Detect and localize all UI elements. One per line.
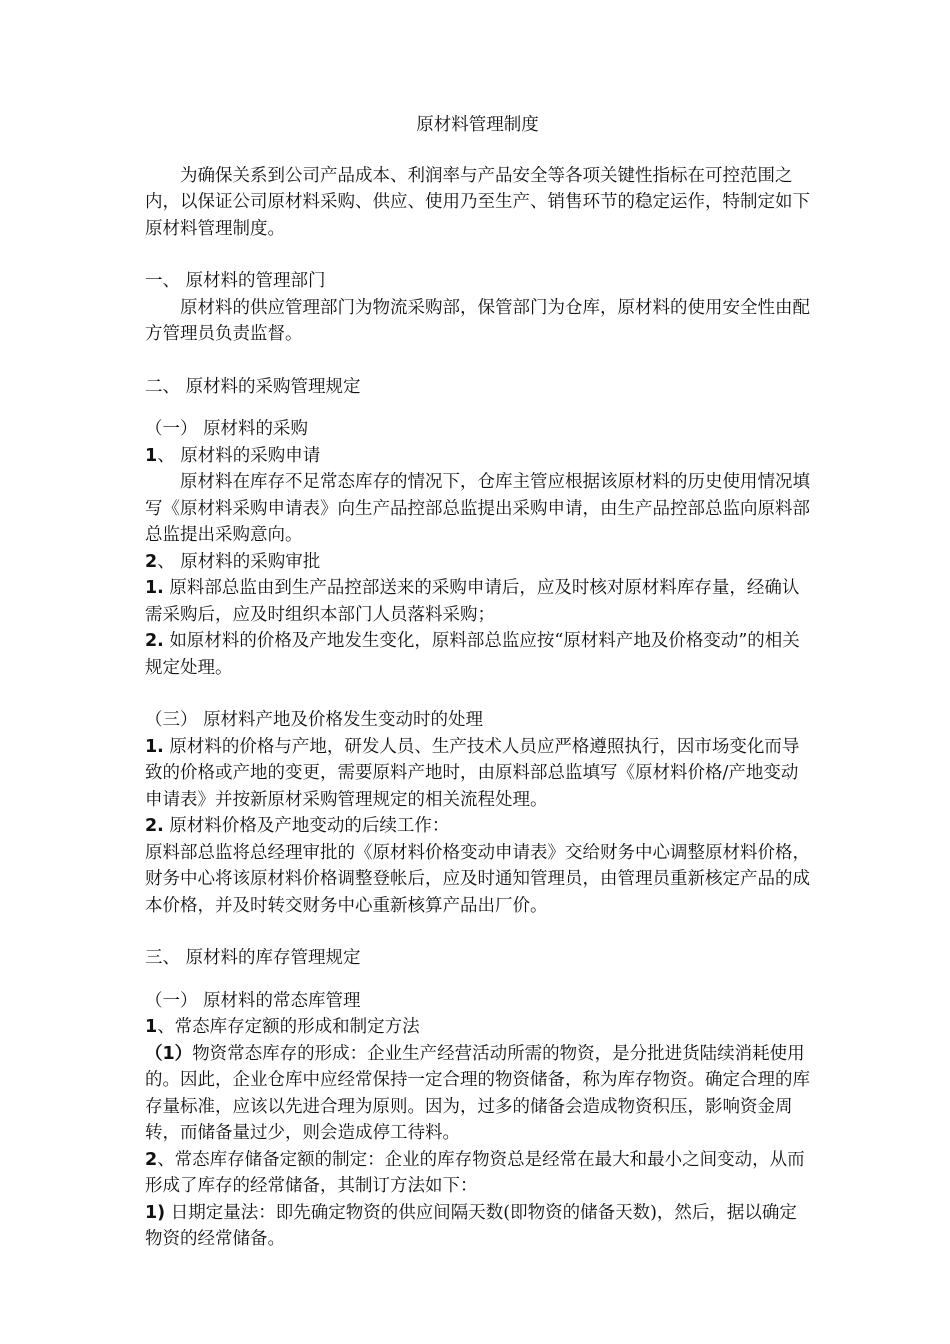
item-title: 、常态库存定额的形成和制定方法 <box>157 1017 420 1037</box>
item-number: 1 <box>145 445 158 466</box>
method-text: 日期定量法：即先确定物资的供应间隔天数(即物资的储备天数)，然后，据以确定物资的经常储备。 <box>145 1202 797 1249</box>
point-number: （1） <box>145 1043 193 1064</box>
section-2-item1-heading <box>145 443 810 470</box>
point-text: 物资常态库存的形成：企业生产经营活动所需的物资，是分批进货陆续消耗使用的。因此，企业仓库中应经常保持一定合理的物资储备，称为库存物资。确定合理的库存量标准，应该以先进合理为原则。因为，过多的储备会造成物资积压，影响资金周转，而储备量过少，则会造成停工待料。 <box>145 1043 810 1143</box>
point-number: 1. <box>145 578 164 598</box>
method-number: 1) <box>145 1202 166 1223</box>
section-3-item1-heading <box>145 1014 810 1041</box>
section-2-sub1-heading: （一） 原材料的采购 <box>145 419 309 439</box>
item-text: 、常态库存储备定额的制定：企业的库存物资总是经常在最大和最小之间变动，从而形成了库存的经常储备，其制订方法如下： <box>145 1149 805 1196</box>
point-text: 原材料价格及产地变动的后续工作： <box>163 816 450 836</box>
item-title: 、 原材料的采购申请 <box>157 445 321 466</box>
section-2-point-1 <box>145 575 810 628</box>
section-2-sub3-point-2-body: 原料部总监将总经理审批的《原材料价格变动申请表》交给财务中心调整原材料价格，财务中心将该原材料价格调整登帐后，应及时通知管理员，由管理员重新核定产品的成本价格，并及时转交财务中心重新核算产品出厂价。 <box>145 842 810 916</box>
section-2-sub3-point-2 <box>145 813 810 840</box>
point-number: 2. <box>145 816 164 836</box>
point-text: 原料部总监由到生产品控部送来的采购申请后，应及时核对原材料库存量，经确认需采购后，应及时组织本部门人员落料采购； <box>145 578 800 625</box>
section-3-heading: 三、 原材料的库存管理规定 <box>145 948 361 968</box>
section-2-sub3-point-1 <box>145 734 810 814</box>
item-number: 2 <box>145 1149 158 1170</box>
point-text: 如原材料的价格及产地发生变化，原料部总监应按“原材料产地及价格变动”的相关规定处理。 <box>145 631 800 678</box>
point-number: 1. <box>145 736 164 757</box>
section-1-body: 原材料的供应管理部门为物流采购部，保管部门为仓库，原材料的使用安全性由配方管理员负责监督。 <box>145 297 810 344</box>
section-2-item2-heading <box>145 549 810 576</box>
section-2-item1-body: 原材料在库存不足常态库存的情况下，仓库主管应根据该原材料的历史使用情况填写《原材料采购申请表》向生产品控部总监提出采购申请，由生产品控部总监向原料部总监提出采购意向。 <box>145 472 810 545</box>
point-text: 原材料的价格与产地，研发人员、生产技术人员应严格遵照执行，因市场变化而导致的价格或产地的变更，需要原料产地时，由原料部总监填写《原材料价格/产地变动申请表》并按新原材采购管理规定的相关流程处理。 <box>145 736 800 810</box>
item-number: 1 <box>145 1017 158 1037</box>
section-3-item2 <box>145 1147 810 1200</box>
section-2-heading: 二、 原材料的采购管理规定 <box>145 376 361 397</box>
section-3-point-1 <box>145 1041 810 1147</box>
section-3-method-1 <box>145 1200 810 1253</box>
item-number: 2 <box>145 551 158 572</box>
section-3-sub1-heading: （一） 原材料的常态库管理 <box>145 990 361 1011</box>
section-2-sub3-heading: （三） 原材料产地及价格发生变动时的处理 <box>145 710 484 730</box>
document-title: 原材料管理制度 <box>416 115 539 135</box>
point-number: 2. <box>145 631 164 651</box>
section-1-heading: 一、 原材料的管理部门 <box>145 271 326 291</box>
intro-paragraph: 为确保关系到公司产品成本、利润率与产品安全等各项关键性指标在可控范围之内，以保证公司原材料采购、供应、使用乃至生产、销售环节的稳定运作，特制定如下原材料管理制度。 <box>145 165 810 239</box>
item-title: 、 原材料的采购审批 <box>157 551 321 572</box>
section-2-point-2 <box>145 628 810 681</box>
document-page <box>145 112 810 1253</box>
